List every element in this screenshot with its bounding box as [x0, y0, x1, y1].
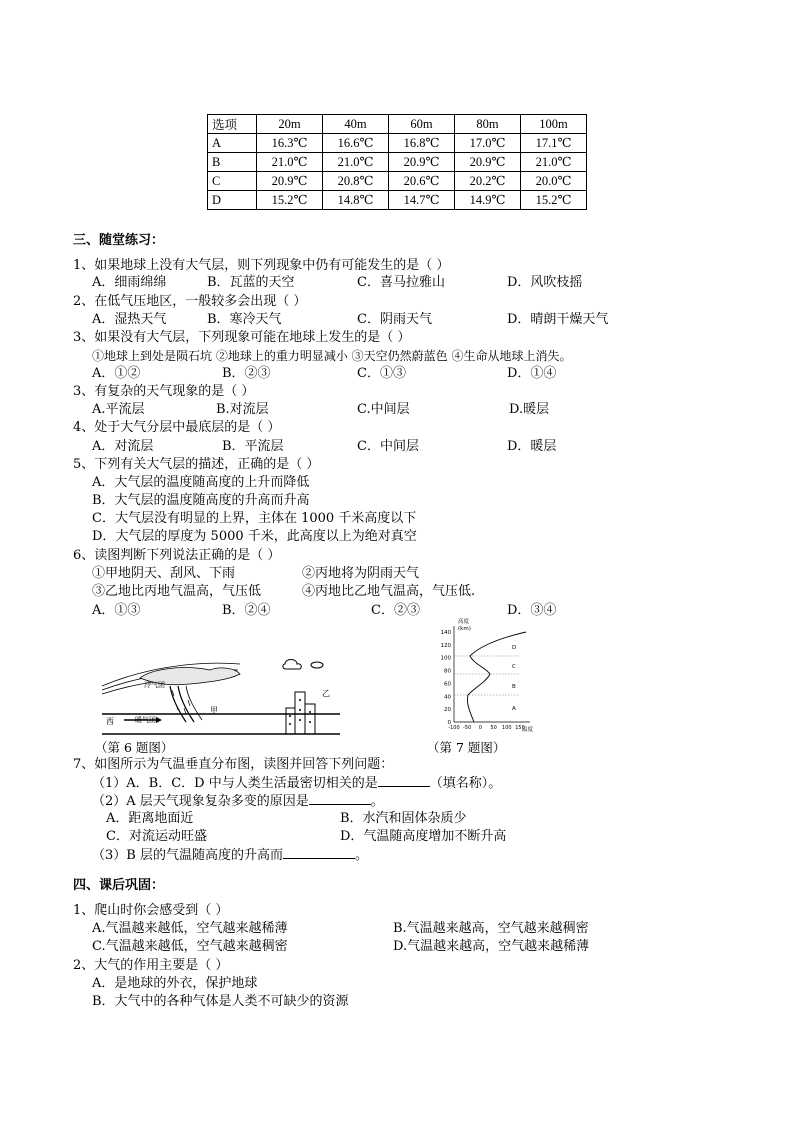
- statement-text: ③乙地比丙地气温高，气压低: [92, 584, 262, 599]
- table-cell: 17.1℃: [521, 134, 587, 153]
- weather-front-diagram: [100, 650, 340, 738]
- option-text: A．①②: [92, 366, 141, 381]
- table-row: [208, 153, 587, 172]
- table-header-cell: 100m: [521, 115, 587, 134]
- table-cell: 17.0℃: [455, 134, 521, 153]
- option-text: A．距离地面近: [106, 811, 194, 826]
- option-text: D.暖层: [509, 402, 550, 417]
- x-tick-label: 150: [515, 725, 525, 731]
- y-tick-label: 80: [444, 668, 451, 675]
- y-axis-label: 高度: [458, 619, 470, 625]
- question-text: 3、如果没有大气层，下列现象可能在地球上发生的是（ ）: [73, 330, 411, 345]
- table-cell: 20.2℃: [455, 172, 521, 191]
- x-tick-label: 100: [502, 725, 512, 731]
- table-cell: 20.9℃: [257, 172, 323, 191]
- temperature-table: [207, 114, 587, 210]
- x-tick-label: -50: [463, 725, 472, 731]
- option-text: C.中间层: [357, 402, 410, 417]
- option-text: B．寒冷天气: [207, 312, 282, 327]
- figure-caption: （第 7 题图）: [427, 740, 506, 755]
- x-tick-label: 0: [478, 725, 482, 731]
- fig6-label-warm: 暖气团: [135, 716, 156, 724]
- option-text: D.气温越来越高，空气越来越稀薄: [393, 939, 590, 954]
- x-tick-label: -100: [448, 725, 460, 731]
- y-tick-label: 120: [440, 642, 451, 649]
- question-text: 1、如果地球上没有大气层，则下列现象中仍有可能发生的是（ ）: [73, 258, 450, 273]
- table-row: [208, 134, 587, 153]
- question-subpart: [92, 792, 384, 811]
- fig6-label-yi: 乙: [322, 689, 330, 698]
- figure-caption: （第 6 题图）: [95, 740, 174, 755]
- option-text: B．平流层: [222, 439, 284, 454]
- x-axis-label: 温度: [522, 727, 534, 733]
- option-text: B.对流层: [216, 402, 269, 417]
- option-text: B．②③: [222, 366, 271, 381]
- question-subpart-text: （2）A 层天气现象复杂多变的原因是: [92, 794, 309, 809]
- option-text: C．中间层: [357, 439, 419, 454]
- question-subpart: [92, 846, 368, 865]
- question-text: 5、下列有关大气层的描述，正确的是（ ）: [73, 457, 320, 472]
- section-heading: 三、随堂练习：: [73, 233, 165, 248]
- layer-label-b: B: [512, 684, 516, 690]
- option-text: D．气温随高度增加不断升高: [340, 829, 507, 844]
- fig6-label-cold: 冷气团: [144, 681, 165, 689]
- y-tick-label: 40: [444, 694, 451, 701]
- answer-blank[interactable]: [283, 846, 355, 859]
- option-text: B．大气层的温度随高度的升高而升高: [92, 493, 310, 508]
- question-subpart-text: （1）A．B．C．D 中与人类生活最密切相关的是: [92, 776, 378, 791]
- table-cell: D: [208, 191, 257, 210]
- option-text: D．风吹枝摇: [507, 275, 583, 290]
- option-text: B．水汽和固体杂质少: [340, 811, 467, 826]
- table-cell: 16.8℃: [389, 134, 455, 153]
- question-text: 7、如图所示为气温垂直分布图，读图并回答下列问题：: [73, 757, 394, 772]
- layer-label-a: A: [512, 706, 516, 712]
- table-cell: A: [208, 134, 257, 153]
- question-subpart-text: （3）B 层的气温随高度的升高而: [92, 848, 283, 863]
- question-text: 3、有复杂的天气现象的是（ ）: [73, 384, 255, 399]
- option-text: C．对流运动旺盛: [106, 829, 207, 844]
- option-text: D．大气层的厚度为 5000 千米，此高度以上为绝对真空: [92, 529, 417, 544]
- table-header-cell: 80m: [455, 115, 521, 134]
- table-cell: 16.6℃: [323, 134, 389, 153]
- option-text: A.平流层: [92, 402, 145, 417]
- question-subpart-text: 。: [354, 848, 368, 863]
- option-text: C．喜马拉雅山: [357, 275, 445, 290]
- table-cell: 21.0℃: [521, 153, 587, 172]
- table-cell: 16.3℃: [257, 134, 323, 153]
- table-cell: 20.8℃: [323, 172, 389, 191]
- question-text: 4、处于大气分层中最底层的是（ ）: [73, 420, 281, 435]
- layer-label-d: D: [512, 645, 517, 651]
- table-header-cell: 选项: [208, 115, 257, 134]
- option-text: C．①③: [357, 366, 406, 381]
- option-text: C.气温越来越低，空气越来越稠密: [92, 939, 288, 954]
- option-text: A．大气层的温度随高度的上升而降低: [92, 475, 310, 490]
- option-text: A．对流层: [92, 439, 154, 454]
- table-cell: B: [208, 153, 257, 172]
- table-header-cell: 20m: [257, 115, 323, 134]
- section-heading: 四、课后巩固：: [73, 878, 165, 893]
- fig6-label-jia: 甲: [210, 706, 218, 715]
- table-cell: C: [208, 172, 257, 191]
- fig6-label-west: 西: [106, 717, 114, 726]
- layer-label-c: C: [512, 664, 516, 670]
- option-text: D．暖层: [507, 439, 557, 454]
- option-text: A．湿热天气: [92, 312, 167, 327]
- atmosphere-temperature-chart: [430, 616, 540, 738]
- option-text: A．是地球的外衣，保护地球: [92, 976, 258, 991]
- table-cell: 20.6℃: [389, 172, 455, 191]
- table-header-row: [208, 115, 587, 134]
- option-text: C．阴雨天气: [357, 312, 432, 327]
- statement-text: ④丙地比乙地气温高，气压低.: [302, 584, 476, 599]
- table-cell: 21.0℃: [323, 153, 389, 172]
- table-cell: 20.9℃: [455, 153, 521, 172]
- table-cell: 21.0℃: [257, 153, 323, 172]
- option-text: B.气温越来越高，空气越来越稠密: [393, 921, 589, 936]
- x-tick-label: 50: [490, 725, 497, 731]
- table-row: [208, 191, 587, 210]
- y-axis-unit: (km): [458, 626, 471, 632]
- option-text: A.气温越来越低，空气越来越稀薄: [92, 921, 288, 936]
- option-text: C．②③: [371, 603, 420, 618]
- temperature-curve: [467, 632, 526, 722]
- question-subpart-text: 。: [370, 794, 384, 809]
- table-cell: 15.2℃: [257, 191, 323, 210]
- table-header-cell: 60m: [389, 115, 455, 134]
- answer-blank[interactable]: [309, 792, 371, 805]
- statement-text: ②丙地将为阴雨天气: [302, 566, 420, 581]
- answer-blank[interactable]: [378, 774, 430, 787]
- table-cell: 14.7℃: [389, 191, 455, 210]
- table-cell: 14.9℃: [455, 191, 521, 210]
- table-cell: 15.2℃: [521, 191, 587, 210]
- option-text: D．晴朗干燥天气: [507, 312, 609, 327]
- y-tick-label: 140: [440, 630, 451, 636]
- table-header-cell: 40m: [323, 115, 389, 134]
- y-tick-label: 20: [444, 707, 451, 714]
- table-cell: 20.9℃: [389, 153, 455, 172]
- statement-text: ①甲地阴天、刮风、下雨: [92, 566, 236, 581]
- option-text: C．大气层没有明显的上界，主体在 1000 千米高度以下: [92, 511, 417, 526]
- option-text: B．瓦蓝的天空: [207, 275, 295, 290]
- option-text: B．大气中的各种气体是人类不可缺少的资源: [92, 994, 349, 1009]
- table-cell: 20.0℃: [521, 172, 587, 191]
- option-text: B．②④: [222, 603, 271, 618]
- question-subpart: [92, 774, 501, 793]
- option-text: D．①④: [507, 366, 557, 381]
- question-subpart-text: （填名称）。: [429, 776, 502, 791]
- question-text: 2、大气的作用主要是（ ）: [73, 958, 229, 973]
- option-text: A．①③: [92, 603, 141, 618]
- question-text: 2、在低气压地区，一般较多会出现（ ）: [73, 294, 307, 309]
- table-cell: 14.8℃: [323, 191, 389, 210]
- statement-text: ①地球上到处是陨石坑 ②地球上的重力明显减小 ③天空仍然蔚蓝色 ④生命从地球上消失。: [92, 349, 572, 363]
- question-text: 1、爬山时你会感受到（ ）: [73, 903, 229, 918]
- y-tick-label: 60: [444, 681, 451, 688]
- question-text: 6、读图判断下列说法正确的是（ ）: [73, 548, 281, 563]
- y-tick-label: 0: [447, 720, 451, 726]
- y-tick-label: 100: [440, 655, 451, 662]
- option-text: A．细雨绵绵: [92, 275, 167, 290]
- table-row: [208, 172, 587, 191]
- option-text: D．③④: [507, 603, 557, 618]
